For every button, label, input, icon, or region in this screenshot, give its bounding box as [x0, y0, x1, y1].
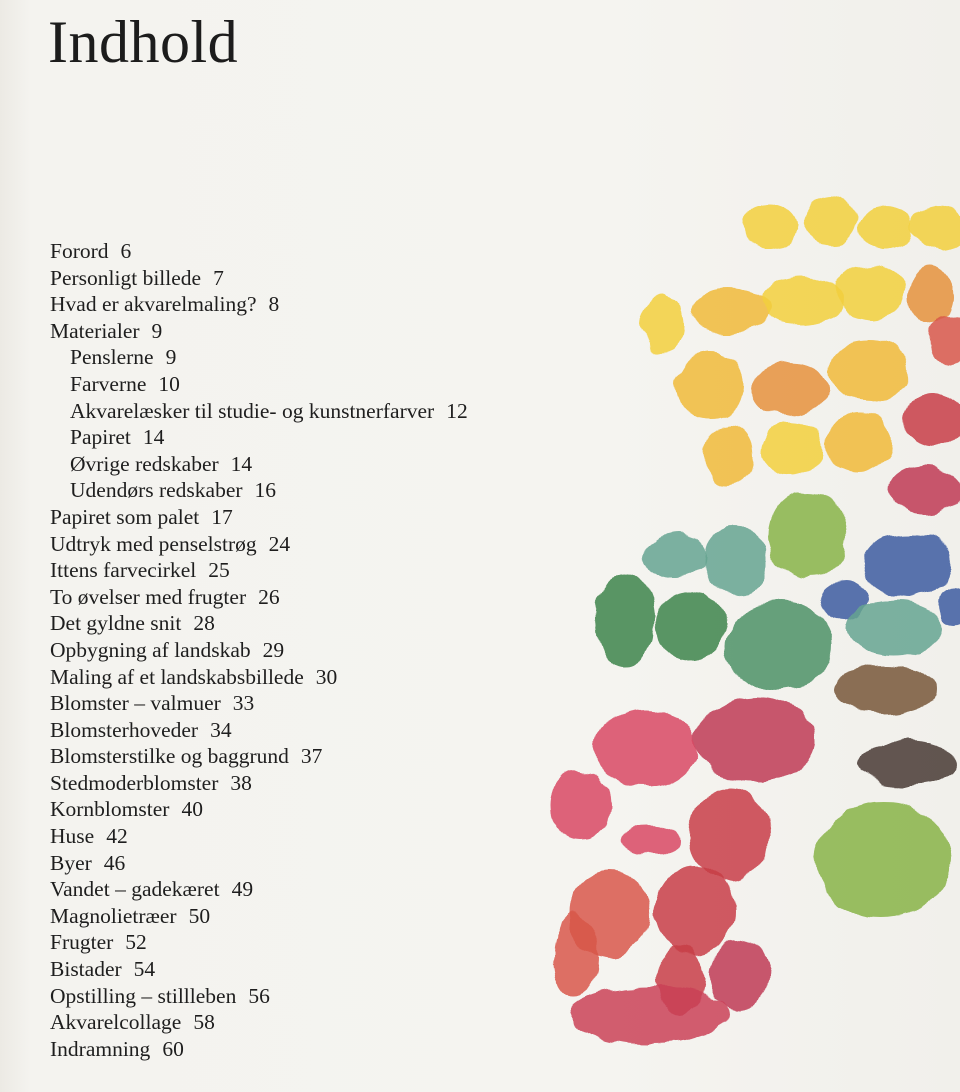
toc-entry	[50, 265, 468, 292]
paint-swatch	[836, 264, 904, 320]
toc-entry-page: 58	[193, 1010, 215, 1035]
toc-entry-page: 50	[188, 903, 211, 928]
toc-entry-page: 42	[106, 824, 128, 849]
toc-entry-title: Akvarelcollage	[50, 1010, 182, 1035]
toc-entry-page: 12	[446, 398, 468, 423]
paint-swatch	[889, 466, 960, 514]
toc-entry	[50, 796, 468, 823]
toc-entry-page: 30	[315, 664, 338, 689]
paint-swatch	[570, 987, 730, 1043]
toc-entry	[50, 531, 468, 558]
toc-entry-title: Penslerne	[70, 345, 154, 370]
toc-entry-page: 14	[142, 425, 165, 450]
toc-entry-title: Papiret	[70, 425, 131, 450]
toc-entry-title: Indramning	[50, 1036, 151, 1061]
toc-entry-title: Opstilling – stillleben	[50, 983, 237, 1008]
toc-entry-title: Øvrige redskaber	[70, 451, 219, 476]
toc-entry-title: Blomsterhoveder	[50, 717, 199, 742]
toc-entry-page: 52	[125, 930, 147, 955]
paint-swatch	[939, 587, 960, 623]
toc-entry-page: 56	[248, 983, 270, 1008]
toc-entry	[50, 743, 468, 770]
paint-swatch	[857, 741, 957, 785]
paint-swatch	[815, 802, 951, 918]
toc-entry	[50, 318, 468, 345]
toc-entry	[50, 903, 468, 930]
toc-entry-page: 34	[210, 717, 232, 742]
toc-entry-page: 40	[181, 797, 203, 822]
toc-entry-page: 28	[193, 611, 215, 636]
toc-entry	[50, 424, 468, 451]
paint-swatch	[656, 589, 724, 661]
toc-entry	[50, 610, 468, 637]
toc-entry-page: 46	[103, 850, 126, 875]
toc-entry	[50, 557, 468, 584]
paint-swatch	[768, 491, 848, 579]
paint-swatch	[676, 351, 744, 419]
toc-entry	[50, 690, 468, 717]
paint-swatch	[762, 424, 822, 476]
paint-swatch	[550, 771, 610, 839]
toc-entry-title: Farverne	[70, 371, 147, 396]
toc-entry-page: 29	[262, 637, 285, 662]
paint-swatch	[742, 203, 798, 247]
toc-entry-page: 24	[268, 531, 291, 556]
paint-swatch	[645, 533, 705, 577]
toc-entry-title: Frugter	[50, 930, 114, 955]
toc-entry-page: 54	[133, 957, 156, 982]
toc-entry-page: 25	[208, 558, 230, 583]
toc-entry	[50, 876, 468, 903]
toc-entry	[50, 344, 468, 371]
toc-entry	[50, 398, 468, 425]
toc-entry-title: Udtryk med penselstrøg	[50, 531, 257, 556]
paint-swatch	[912, 206, 960, 250]
toc-entry-title: Kornblomster	[50, 797, 170, 822]
toc-entry	[50, 451, 468, 478]
toc-entry-title: Huse	[50, 824, 95, 849]
paint-swatch	[703, 526, 767, 594]
paint-swatch	[804, 196, 856, 244]
toc-entry	[50, 956, 468, 983]
paint-swatch	[595, 572, 655, 668]
toc-entry-page: 37	[300, 744, 323, 769]
toc-entry-page: 8	[268, 292, 280, 317]
toc-entry	[50, 291, 468, 318]
toc-entry-page: 9	[165, 345, 177, 370]
toc-entry-title: Det gyldne snit	[50, 611, 182, 636]
toc-entry	[50, 929, 468, 956]
toc-entry-page: 38	[230, 770, 252, 795]
toc-entry	[50, 584, 468, 611]
toc-entry	[50, 637, 468, 664]
page-title: Indhold	[48, 9, 239, 75]
toc-entry	[50, 770, 468, 797]
paint-swatch	[862, 533, 954, 597]
paint-swatch	[593, 708, 697, 788]
paint-swatch	[710, 939, 770, 1011]
paint-swatch	[620, 824, 680, 856]
toc-entry-page: 14	[230, 451, 253, 476]
toc-entry-page: 10	[158, 371, 180, 396]
toc-entry-title: Opbygning af landskab	[50, 637, 251, 662]
toc-entry-title: Akvarelæsker til studie- og kunstnerfarver	[70, 398, 435, 423]
paint-swatch	[760, 276, 844, 324]
paint-swatch	[640, 295, 684, 355]
toc-entry	[50, 1009, 468, 1036]
toc-entry-title: Udendørs redskaber	[70, 478, 243, 503]
toc-entry	[50, 717, 468, 744]
toc-entry	[50, 504, 468, 531]
toc-entry-title: Blomsterstilke og baggrund	[50, 744, 289, 769]
paint-swatch	[826, 412, 890, 472]
toc-entry-title: To øvelser med frugter	[50, 584, 247, 609]
toc-entry-title: Forord	[50, 239, 109, 263]
toc-entry	[50, 823, 468, 850]
paint-swatch	[726, 601, 834, 689]
toc-entry-page: 7	[213, 265, 224, 290]
toc-entry-title: Materialer	[50, 318, 140, 343]
paint-swatch	[695, 698, 815, 782]
toc-entry-page: 9	[151, 318, 163, 343]
paint-swatch	[830, 340, 910, 400]
paint-swatch	[908, 267, 952, 323]
toc-entry-title: Magnolietræer	[50, 903, 177, 928]
paint-swatch	[857, 206, 913, 250]
paint-swatch	[690, 288, 770, 332]
paint-swatch	[752, 364, 828, 416]
toc-entry-page: 33	[232, 691, 255, 716]
toc-entry	[50, 850, 468, 877]
toc-entry-page: 17	[211, 504, 233, 529]
toc-entry-title: Personligt billede	[50, 265, 202, 290]
toc-entry-page: 60	[162, 1036, 184, 1061]
toc-entry-title: Byer	[50, 850, 92, 875]
paint-swatch	[704, 425, 752, 485]
toc-entry-title: Bistader	[50, 957, 122, 982]
toc-entry-title: Blomster – valmuer	[50, 691, 221, 716]
paint-swatch	[833, 666, 937, 714]
toc-entry-title: Vandet – gadekæret	[50, 877, 220, 902]
toc-entry	[50, 1036, 468, 1063]
toc-entry-page: 26	[258, 584, 280, 609]
toc-entry-title: Ittens farvecirkel	[50, 558, 197, 583]
toc-entry-title: Hvad er akvarelmaling?	[50, 292, 257, 317]
toc-entry	[50, 664, 468, 691]
toc-entry	[50, 983, 468, 1010]
toc-entry	[50, 238, 468, 265]
paint-swatch	[553, 913, 597, 997]
paint-swatch	[905, 394, 960, 446]
toc-entry-title: Stedmoderblomster	[50, 770, 219, 795]
toc-entry-page: 49	[231, 877, 254, 902]
toc-entry	[50, 371, 468, 398]
paint-swatch	[847, 600, 943, 656]
toc-entry-title: Maling af et landskabsbillede	[50, 664, 304, 689]
toc-entry	[50, 477, 468, 504]
toc-entry-page: 16	[254, 478, 277, 503]
toc-entry-page: 6	[120, 239, 132, 263]
toc-entry-title: Papiret som palet	[50, 504, 200, 529]
paint-swatch	[655, 866, 735, 954]
watercolor-swatches-illustration	[540, 180, 960, 1070]
table-of-contents	[50, 238, 468, 1062]
